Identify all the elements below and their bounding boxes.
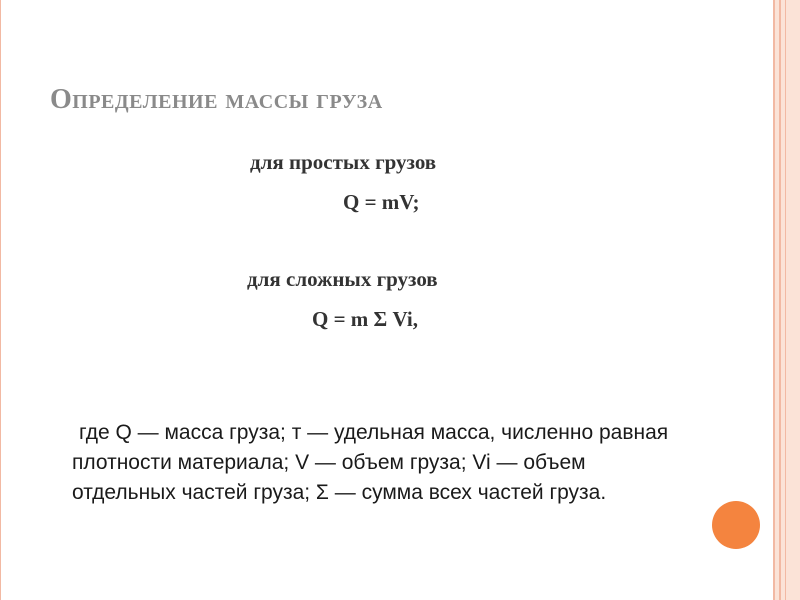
accent-dot — [712, 501, 760, 549]
complex-cargo-formula: Q = m Σ Vi, — [312, 307, 418, 331]
left-border — [0, 0, 1, 600]
slide-title: Определение массы груза — [50, 84, 383, 115]
variable-description: где Q — масса груза; т — удельная масса, численно равная плотности материала; V — объем груза; Vi — объем отдельных частей груза; Σ — сумма всех частей груза. — [72, 421, 669, 504]
right-border-line — [779, 0, 781, 600]
simple-cargo-label: для простых грузов — [250, 150, 437, 174]
complex-cargo-label: для сложных грузов — [247, 267, 438, 291]
right-border-line — [785, 0, 786, 600]
right-decorative-band — [773, 0, 800, 600]
simple-cargo-formula: Q = mV; — [343, 190, 420, 214]
right-border-line — [773, 0, 775, 600]
